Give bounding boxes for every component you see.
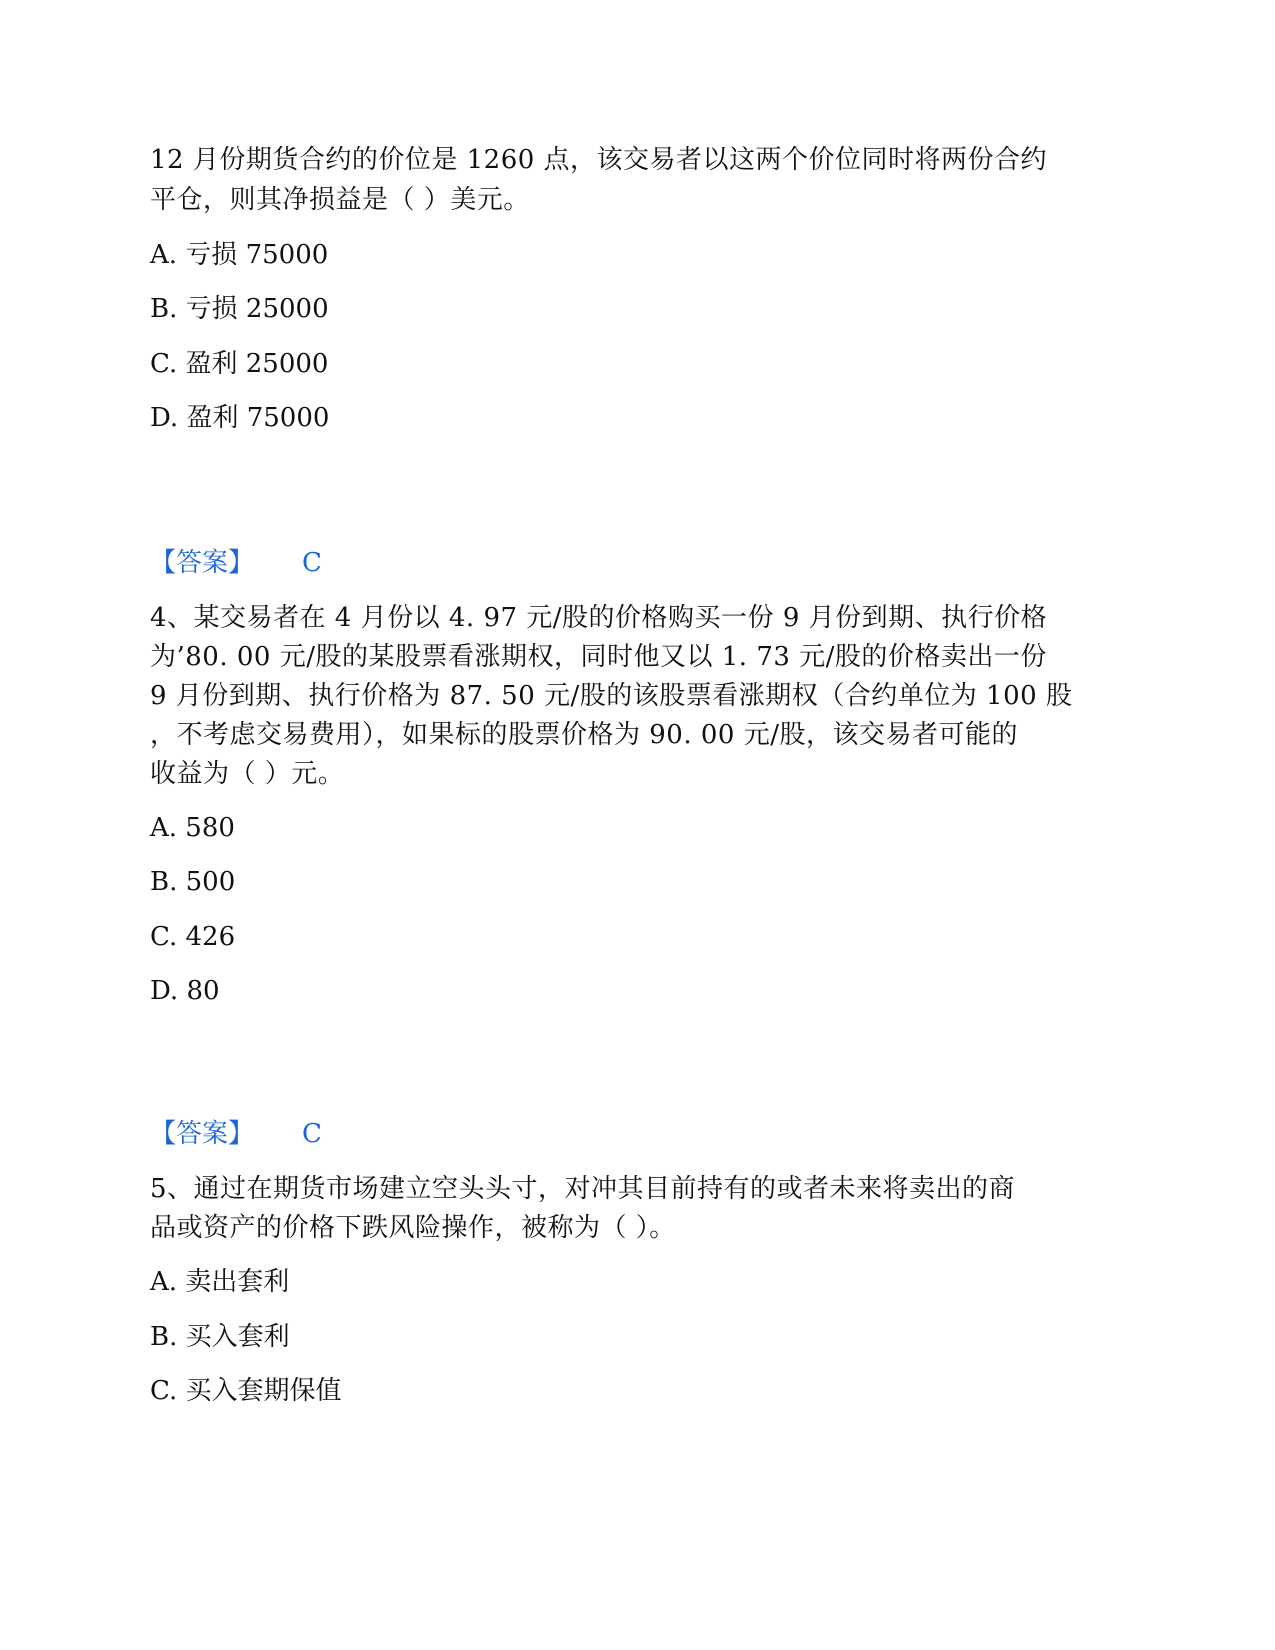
q5-option-a: A. 卖出套利 bbox=[150, 1267, 290, 1297]
q4-option-a: A. 580 bbox=[150, 813, 235, 843]
q4-answer bbox=[150, 1114, 322, 1154]
q4-stem-line-4: ，不考虑交易费用），如果标的股票价格为 90. 00 元/股，该交易者可能的 bbox=[150, 720, 1018, 750]
answer-label: 【答案】 bbox=[150, 548, 255, 578]
answer-value: C bbox=[302, 1119, 322, 1149]
q4-stem-line-2: 为’80. 00 元/股的某股票看涨期权，同时他又以 1. 73 元/股的价格卖出一份 bbox=[150, 642, 1047, 672]
q4-stem-line-3: 9 月份到期、执行价格为 87. 50 元/股的该股票看涨期权（合约单位为 100 股 bbox=[150, 681, 1073, 711]
q3-option-b: B. 亏损 25000 bbox=[150, 294, 329, 324]
q4-option-b: B. 500 bbox=[150, 867, 236, 897]
q4-stem-line-5: 收益为（ ）元。 bbox=[150, 759, 345, 789]
q3-stem-line-1: 12 月份期货合约的价位是 1260 点，该交易者以这两个价位同时将两份合约 bbox=[150, 145, 1048, 175]
q3-option-c: C. 盈利 25000 bbox=[150, 349, 329, 379]
answer-label: 【答案】 bbox=[150, 1119, 255, 1149]
q3-option-a: A. 亏损 75000 bbox=[150, 240, 329, 270]
q3-option-d: D. 盈利 75000 bbox=[150, 403, 330, 433]
q5-option-c: C. 买入套期保值 bbox=[150, 1376, 342, 1406]
q5-option-b: B. 买入套利 bbox=[150, 1322, 290, 1352]
q3-stem-line-2: 平仓，则其净损益是（ ）美元。 bbox=[150, 185, 530, 215]
q5-stem-line-2: 品或资产的价格下跌风险操作，被称为（ ）。 bbox=[150, 1213, 676, 1243]
q4-stem-line-1: 4、某交易者在 4 月份以 4. 97 元/股的价格购买一份 9 月份到期、执行价格 bbox=[150, 603, 1048, 633]
q4-option-c: C. 426 bbox=[150, 922, 236, 952]
q5-stem-line-1: 5、通过在期货市场建立空头头寸，对冲其目前持有的或者未来将卖出的商 bbox=[150, 1174, 1016, 1204]
answer-value: C bbox=[302, 548, 322, 578]
q4-option-d: D. 80 bbox=[150, 976, 220, 1006]
q3-answer bbox=[150, 543, 322, 583]
